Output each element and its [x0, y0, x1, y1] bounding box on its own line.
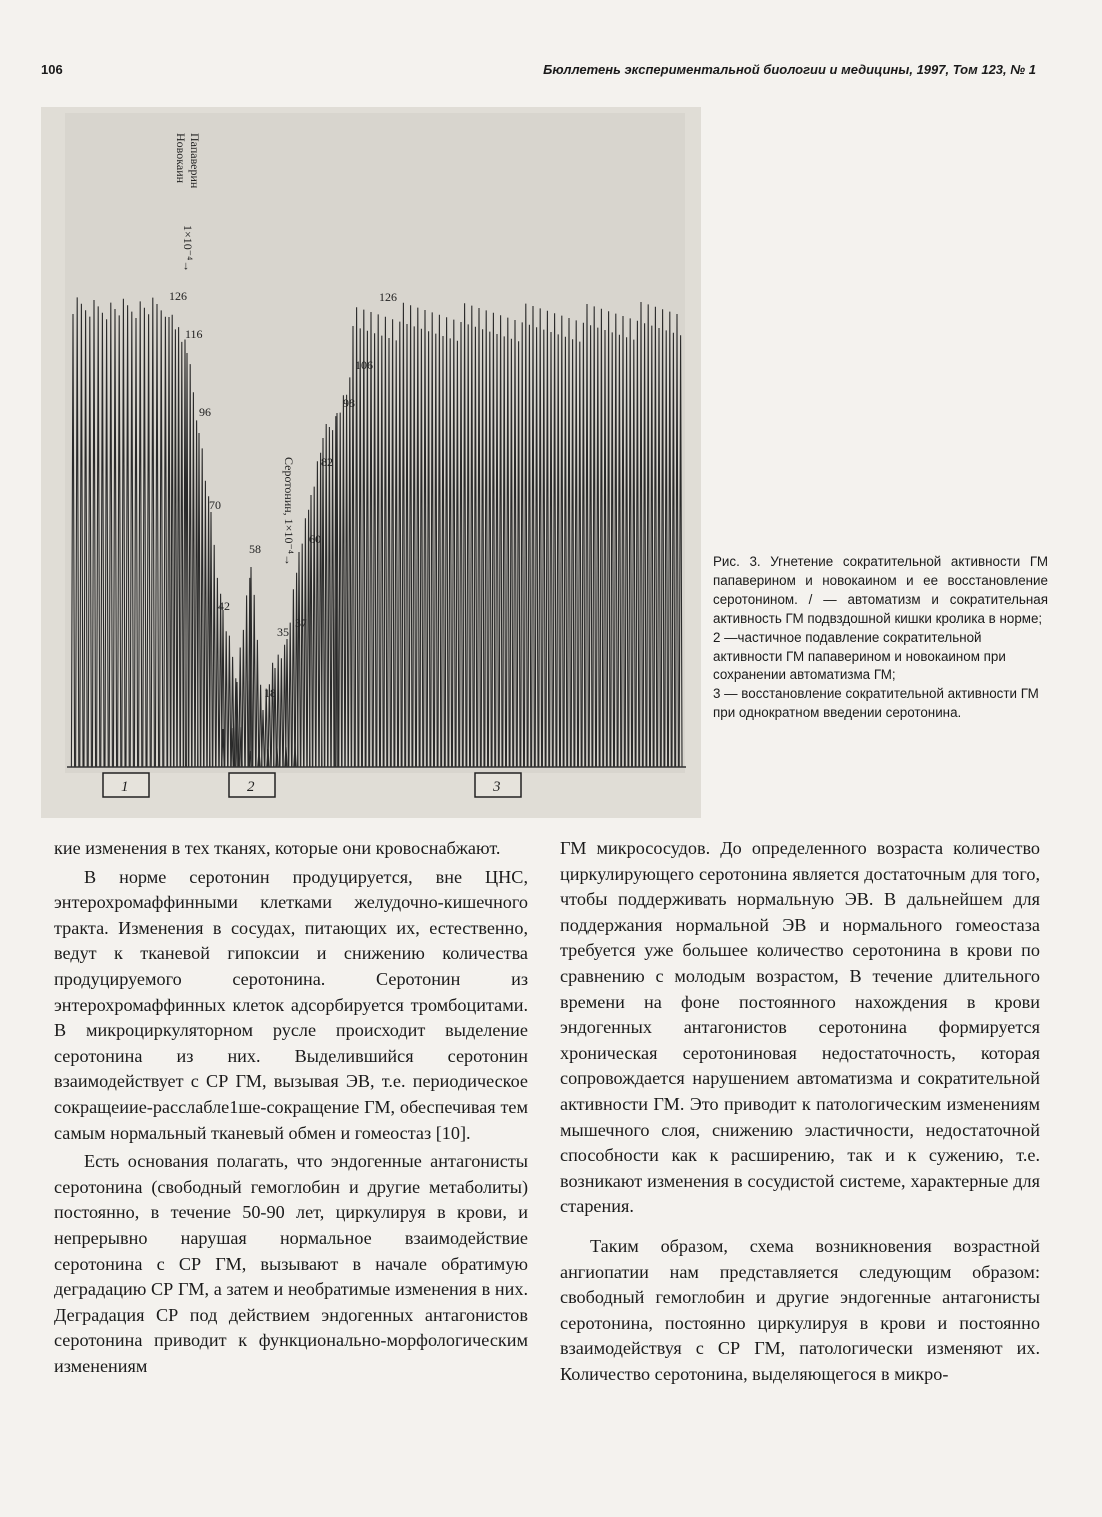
figure-caption [713, 553, 1048, 723]
paragraph: Таким образом, схема возникновения возрастной ангиопатии нам представляется следующим образом: свободный гемоглобин и другие эндогенные антагонисты серотонина, постоянно циркулируя в крови и постоянно взаимодействуя с СР ГМ, патологически изменяют их. Количество серотонина, выделяющегося в микро- [560, 1235, 1040, 1384]
novocain-label: Новокаин [174, 133, 188, 184]
peak-label: 70 [209, 498, 221, 512]
page-number: 106 [41, 62, 63, 77]
paragraph: кие изменения в тех тканях, которые они кровоснабжают. [54, 838, 501, 858]
caption-item-3: 3 — восстановление сократительной активности ГМ при однократном введении серотонина. [713, 686, 1039, 721]
paragraph: Есть основания полагать, что эндогенные антагонисты серотонина (свободный гемоглобин и другие метаболиты) постоянно, в течение 50-90 лет, циркулируя в крови, и непрерывно нарушая нормальное взаимодействие серотонина с СР ГМ, вызывают в начале обратимую деградацию СР ГМ, а затем и необратимые изменения в них. Деградация СР под действием эндогенных антагонистов серотонина приводит к функционально-морфологическим изменениям [54, 1151, 528, 1376]
peak-label: 82 [321, 455, 333, 469]
caption-title: Рис. 3. Угнетение сократительной активности ГМ папаверином и новокаином и ее восстановление серотонином. / — автоматизм и сократительная активность ГМ подвздошной кишки кролика в норме; [713, 554, 1048, 626]
peak-label: 106 [355, 358, 373, 372]
paragraph: ГМ микрососудов. До определенного возраста количество циркулирующего серотонина является достаточным для того, чтобы поддерживать нормальную ЭВ. В дальнейшем для поддержания нормальной ЭВ и нормального гомеостаза требуется уже большее количество серотонина в крови по сравнению с молодым возрастом, В течение длительного времени на фоне постоянного нахождения в крови эндогенных антагонистов серотонина формируется хроническая серотониновая недостаточность, которая сопровождается нарушением автоматизма и сократительной активности ГМ. Это приводит к патологическим изменениям мышечного слоя, снижению эластичности, недостаточной способности как к расширению, так и к сужению, т.е. возникают изменения в сосудистой системе, характерные для старения. [560, 838, 1040, 1217]
peak-label: 98 [343, 396, 355, 410]
left-column [54, 836, 528, 1379]
serotonin-label: Серотонин, 1×10⁻⁴→ [282, 457, 296, 566]
peak-label: 58 [249, 542, 261, 556]
peak-label: 42 [218, 599, 230, 613]
dose-label-top: 1×10⁻⁴→ [181, 225, 195, 273]
papaverin-label: Папаверин [188, 133, 202, 189]
journal-header: Бюллетень экспериментальной биологии и медицины, 1997, Том 123, № 1 [543, 62, 1036, 77]
peak-label: 35 [277, 625, 289, 639]
peak-label: 126 [169, 289, 187, 303]
peak-label: 18 [264, 686, 276, 700]
peak-label: 96 [199, 405, 211, 419]
paragraph: В норме серотонин продуцируется, вне ЦНС, энтерохромаффинными клетками желудочно-кишечного тракта. Изменения в сосудах, питающих их, естественно, ведут к тканевой гипоксии и снижению количества продуцируемого серотонина. Серотонин из энтерохромаффинных клеток адсорбируется тромбоцитами. В микроциркуляторном русле происходит выделение серотонина из них. Выделившийся серотонин взаимодействует с СР ГМ, вызывая ЭВ, т.е. периодическое сокращеиие-расслабле1ше-сокращение ГМ, обеспечивая тем самым нормальный тканевый обмен и гомеостаз [10]. [54, 866, 528, 1143]
figure-kymogram [41, 107, 701, 818]
panel-label-1: 1 [121, 779, 129, 795]
caption-item-2: 2 —частичное подавление сократительной активности ГМ папаверином и новокаином при сохранении автоматизма ГМ; [713, 629, 1006, 683]
panel-label-3: 3 [493, 779, 501, 795]
peak-label: 37 [295, 616, 307, 630]
peak-label: 60 [309, 532, 321, 546]
peak-label: 116 [185, 327, 203, 341]
kymogram-trace [41, 107, 701, 818]
panel-label-2: 2 [247, 779, 255, 795]
peak-label: 126 [379, 290, 397, 304]
right-column [560, 836, 1040, 1387]
